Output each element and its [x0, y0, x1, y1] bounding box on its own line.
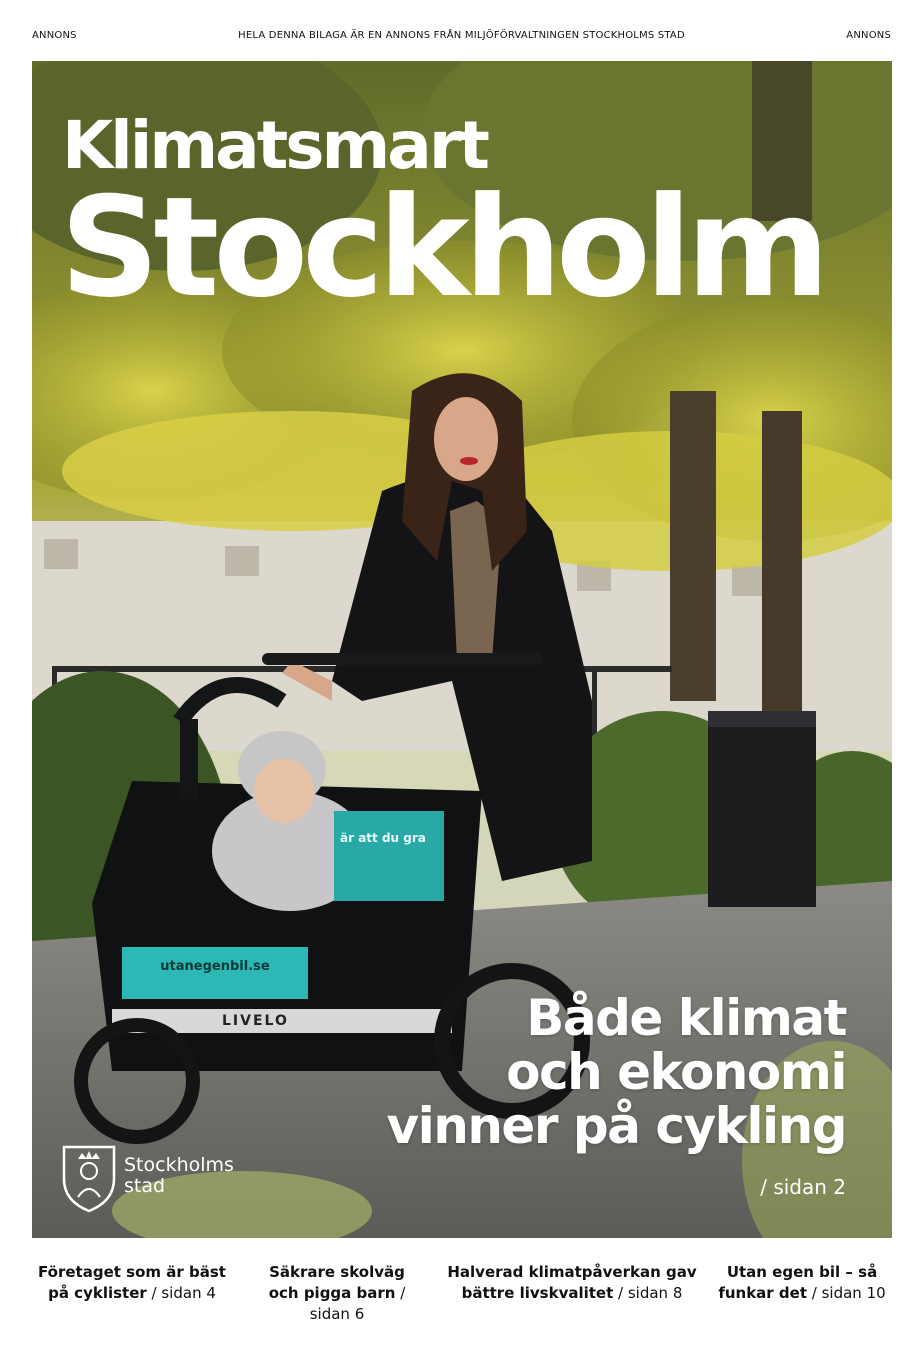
top-bar	[32, 30, 891, 46]
headline-line-2: och ekonomi	[506, 1043, 846, 1101]
bike-brand: LIVELO	[222, 1013, 289, 1029]
cover-headline	[326, 991, 846, 1153]
teaser-item[interactable]	[32, 1262, 232, 1304]
ad-label-left: ANNONS	[32, 30, 77, 41]
teaser-title: Halverad klimatpåverkan gav bättre livskvalitet	[447, 1263, 697, 1302]
logo-line-1: Stockholms	[124, 1154, 234, 1176]
ad-label-right: ANNONS	[846, 30, 891, 41]
teaser-item[interactable]	[442, 1262, 702, 1304]
teaser-item[interactable]	[712, 1262, 892, 1304]
ad-disclaimer: HELA DENNA BILAGA ÄR EN ANNONS FRÅN MILJÖFÖRVALTNINGEN STOCKHOLMS STAD	[238, 30, 685, 41]
teaser-page: / sidan 4	[146, 1284, 216, 1302]
cover-photo	[32, 61, 892, 1238]
logo-text	[124, 1155, 234, 1197]
headline-line-3: vinner på cykling	[386, 1097, 846, 1155]
teaser-item[interactable]	[252, 1262, 422, 1325]
teaser-page: / sidan 6	[309, 1284, 406, 1323]
headline-line-1: Både klimat	[526, 989, 846, 1047]
teaser-page: / sidan 8	[613, 1284, 683, 1302]
logo-line-2: stad	[124, 1175, 166, 1197]
title-klimatsmart: Klimatsmart	[62, 107, 487, 184]
teaser-page: / sidan 10	[807, 1284, 886, 1302]
teaser-title: Säkrare skolväg och pigga barn	[268, 1263, 405, 1302]
bag-text: är att du gra	[340, 831, 426, 845]
teaser-title: Företaget som är bäst på cyklister	[38, 1263, 226, 1302]
headline-page-ref: / sidan 2	[760, 1175, 846, 1199]
teaser-row	[32, 1262, 892, 1322]
title-stockholm: Stockholm	[60, 167, 824, 328]
bike-sign: utanegenbil.se	[160, 959, 270, 974]
teaser-title: Utan egen bil – så funkar det	[718, 1263, 878, 1302]
crest-icon	[60, 1141, 118, 1213]
